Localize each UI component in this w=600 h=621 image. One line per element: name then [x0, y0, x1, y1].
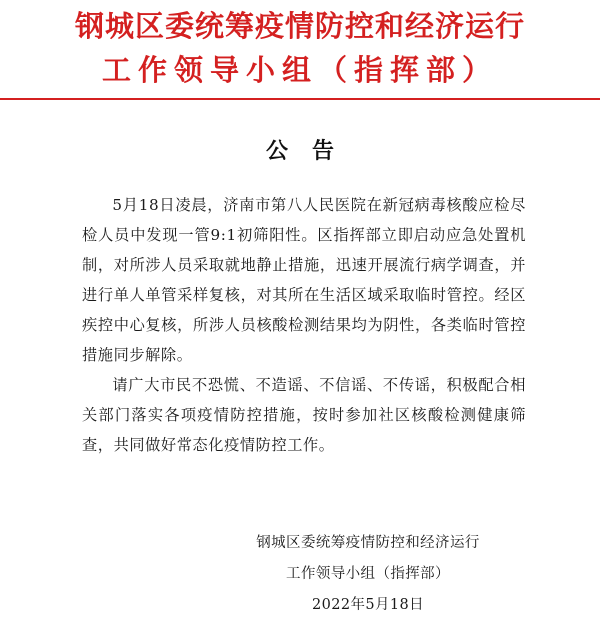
signature-block: [236, 528, 500, 621]
notice-title: 公告: [265, 139, 358, 164]
notice-paragraph-2: 请广大市民不恐慌、不造谣、不信谣、不传谣，积极配合相关部门落实各项疫情防控措施，按时参加社区核酸检测健康筛查，共同做好常态化疫情防控工作。: [82, 376, 526, 454]
notice-body: [82, 190, 526, 460]
signature-date: 2022年5月18日: [311, 597, 425, 613]
header-divider: [0, 98, 600, 100]
signature-org-line2: 工作领导小组（指挥部）: [286, 566, 450, 582]
header-org-line2: 工作领导小组（指挥部）: [101, 53, 498, 87]
header-org-line1: 钢城区委统筹疫情防控和经济运行: [74, 9, 525, 43]
document-header: [0, 6, 600, 90]
signature-org-line1: 钢城区委统筹疫情防控和经济运行: [256, 535, 480, 551]
notice-paragraph-1: 5月18日凌晨，济南市第八人民医院在新冠病毒核酸应检尽检人员中发现一管9:1初筛阳性。区指挥部立即启动应急处置机制，对所涉人员采取就地静止措施，迅速开展流行病学调查，并进行单人单管采样复核，对其所在生活区域采取临时管控。经区疾控中心复核，所涉人员核酸检测结果均为阴性，各类临时管控措施同步解除。: [82, 196, 526, 364]
